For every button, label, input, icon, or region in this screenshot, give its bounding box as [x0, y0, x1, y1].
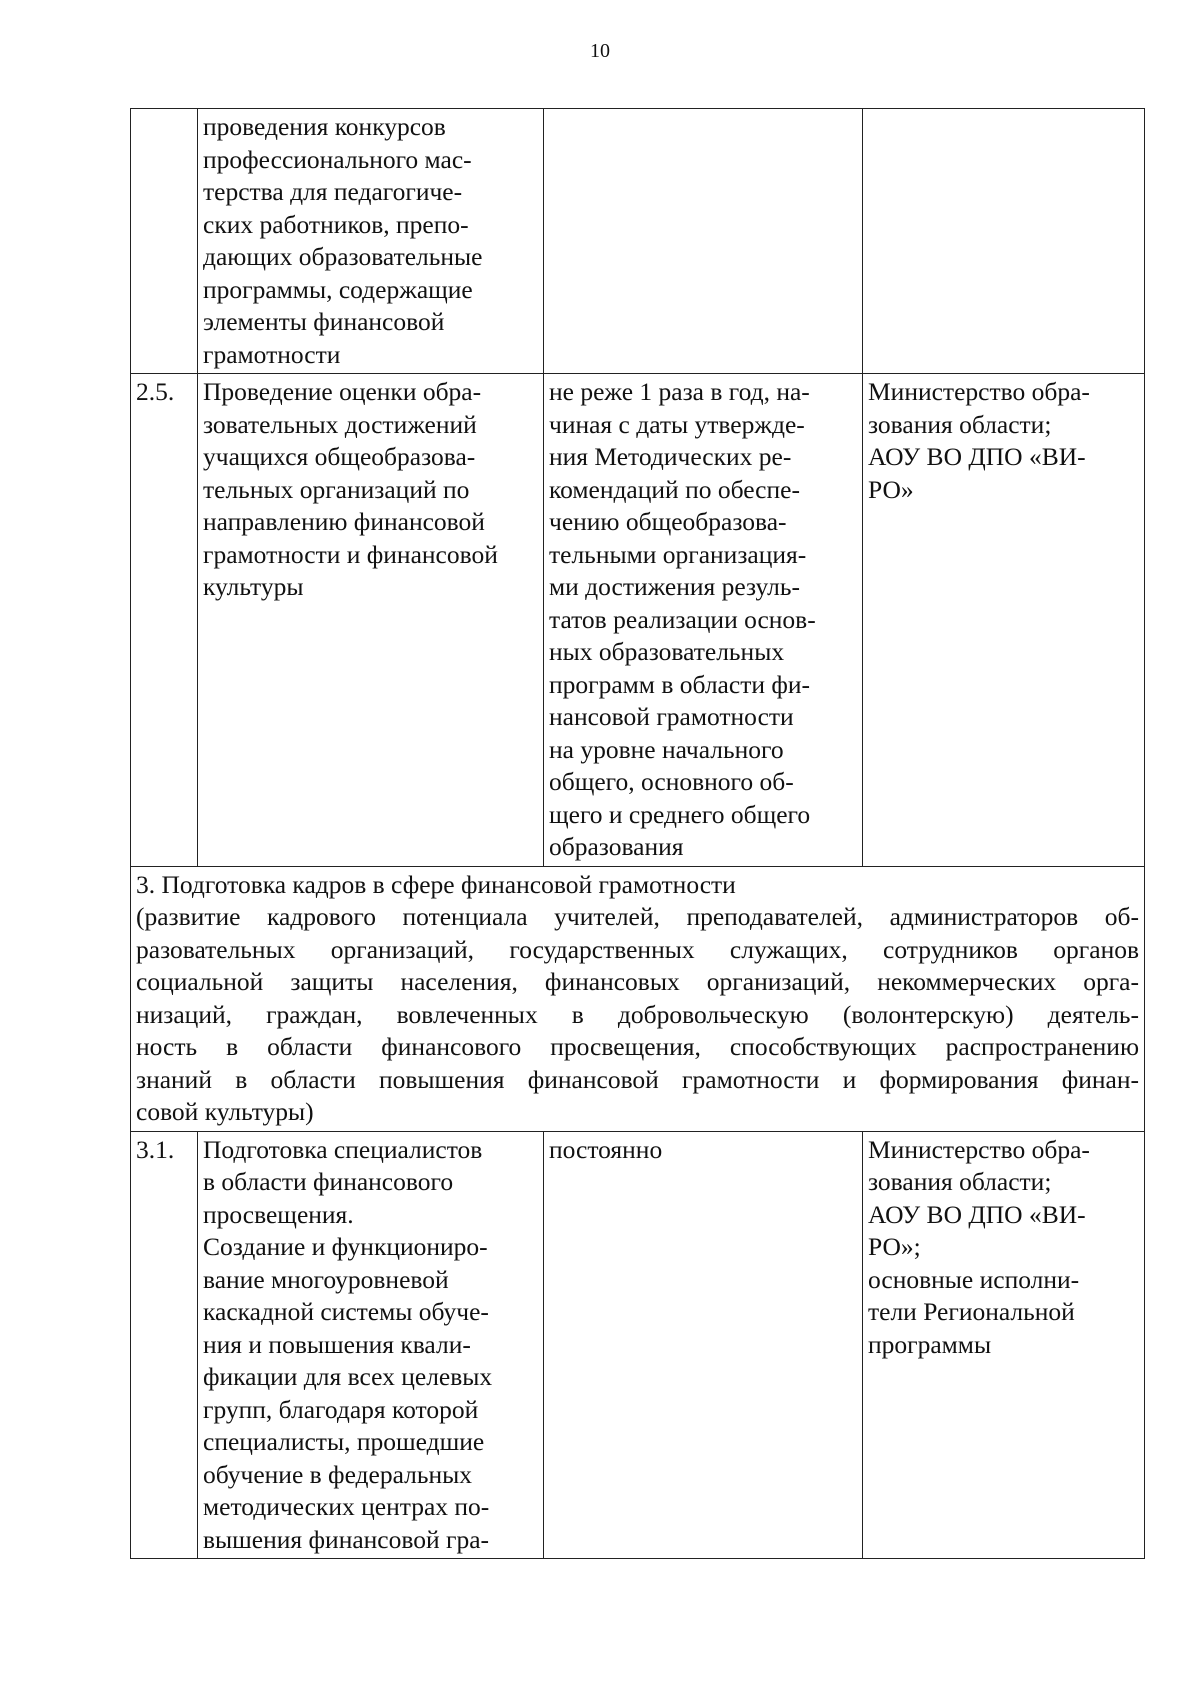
- table-row-continued: [131, 109, 1145, 374]
- text-line: групп, благодаря которой: [203, 1394, 479, 1424]
- section-title: 3. Подготовка кадров в сфере финансовой грамотности: [136, 869, 736, 899]
- cell-term: [544, 109, 863, 374]
- text-line: не реже 1 раза в год, на-: [549, 377, 810, 406]
- text-line: АОУ ВО ДПО «ВИ-: [868, 1199, 1086, 1229]
- text-line: обучение в федеральных: [203, 1459, 473, 1489]
- text-line: элементы финансовой: [203, 307, 445, 336]
- text-line: нансовой грамотности: [549, 702, 794, 731]
- text-line: направлению финансовой: [203, 507, 485, 536]
- text-line: тельными организация-: [549, 539, 807, 569]
- text-line: зования области;: [868, 1167, 1052, 1196]
- text-line: тельных организаций по: [203, 474, 470, 504]
- text-line: РО»;: [868, 1232, 921, 1261]
- section-description-line: знаний в области повышения финансовой грамотности и формирования финан-: [136, 1064, 1139, 1094]
- text-line: чиная с даты утвержде-: [549, 409, 805, 439]
- text-line: ных образовательных: [549, 637, 785, 666]
- text-line: комендаций по обеспе-: [549, 474, 800, 504]
- cell-executor: [863, 109, 1145, 374]
- text-line: Проведение оценки обра-: [203, 377, 482, 406]
- cell-number: 3.1.: [131, 1131, 198, 1559]
- section-heading-cell: [131, 866, 1145, 1131]
- cell-term: [544, 374, 863, 867]
- text-line: программы: [868, 1329, 992, 1359]
- text-line: ских работников, препо-: [203, 209, 469, 239]
- text-line: ния Методических ре-: [549, 442, 792, 471]
- cell-activity: [198, 374, 544, 867]
- section-description-line: совой культуры): [136, 1097, 314, 1126]
- cell-executor: [863, 374, 1145, 867]
- text-line: образования: [549, 832, 684, 861]
- text-line: программ в области фи-: [549, 669, 811, 699]
- text-line: ния и повышения квали-: [203, 1329, 471, 1359]
- text-line: специалисты, прошедшие: [203, 1427, 485, 1456]
- text-line: РО»: [868, 474, 914, 504]
- section-description-line: социальной защиты населения, финансовых организаций, некоммерческих орга-: [136, 967, 1139, 996]
- text-line: щего и среднего общего: [549, 799, 811, 829]
- cell-term: [544, 1131, 863, 1559]
- cell-activity: [198, 1131, 544, 1559]
- text-line: Создание и функциониро-: [203, 1232, 488, 1261]
- text-line: постоянно: [549, 1134, 663, 1164]
- text-line: профессионального мас-: [203, 144, 472, 174]
- text-line: методических центрах по-: [203, 1492, 490, 1521]
- text-line: основные исполни-: [868, 1264, 1080, 1294]
- text-line: дающих образовательные: [203, 242, 483, 271]
- cell-number: [131, 109, 198, 374]
- text-line: в области финансового: [203, 1167, 454, 1196]
- text-line: чению общеобразова-: [549, 507, 787, 536]
- text-line: фикации для всех целевых: [203, 1362, 493, 1391]
- section-description-line: разовательных организаций, государственных служащих, сотрудников органов: [136, 934, 1139, 964]
- section-description-line: (развитие кадрового потенциала учителей, преподавателей, администраторов об-: [136, 902, 1139, 931]
- text-line: каскадной системы обуче-: [203, 1297, 489, 1326]
- text-line: терства для педагогиче-: [203, 177, 463, 206]
- text-line: проведения конкурсов: [203, 112, 446, 141]
- text-line: вание многоуровневой: [203, 1264, 449, 1294]
- page-number: 10: [590, 40, 610, 62]
- text-line: грамотности: [203, 339, 341, 369]
- text-line: учащихся общеобразова-: [203, 442, 476, 471]
- text-line: татов реализации основ-: [549, 604, 816, 634]
- text-line: программы, содержащие: [203, 274, 473, 304]
- text-line: на уровне начального: [549, 734, 784, 764]
- text-line: АОУ ВО ДПО «ВИ-: [868, 442, 1086, 471]
- section-header-row-3: [131, 866, 1145, 1131]
- text-line: зования области;: [868, 409, 1052, 439]
- cell-activity: [198, 109, 544, 374]
- activity-plan-table: [130, 108, 1145, 1559]
- text-line: Подготовка специалистов: [203, 1134, 483, 1164]
- section-description-line: ность в области финансового просвещения, способствующих распространению: [136, 1032, 1139, 1061]
- text-line: культуры: [203, 572, 304, 601]
- cell-number: 2.5.: [131, 374, 198, 867]
- text-line: зовательных достижений: [203, 409, 477, 439]
- cell-executor: [863, 1131, 1145, 1559]
- text-line: вышения финансовой гра-: [203, 1524, 490, 1554]
- text-line: Министерство обра-: [868, 1134, 1090, 1164]
- text-line: грамотности и финансовой: [203, 539, 498, 569]
- text-line: ми достижения резуль-: [549, 572, 801, 601]
- table-row-3-1: [131, 1131, 1145, 1559]
- text-line: тели Региональной: [868, 1297, 1075, 1326]
- text-line: просвещения.: [203, 1199, 354, 1229]
- section-description-line: низаций, граждан, вовлеченных в добровольческую (волонтерскую) деятель-: [136, 999, 1139, 1029]
- text-line: Министерство обра-: [868, 377, 1090, 406]
- text-line: общего, основного об-: [549, 767, 794, 796]
- table-row-2-5: [131, 374, 1145, 867]
